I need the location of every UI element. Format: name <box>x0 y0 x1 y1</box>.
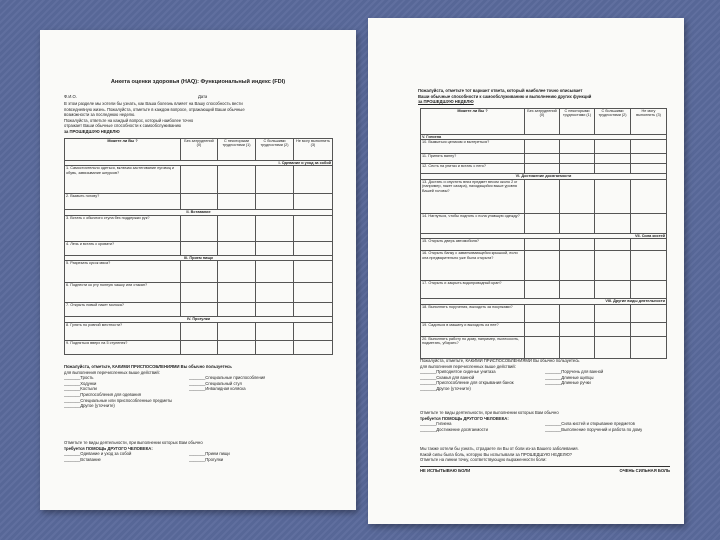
aids-row <box>420 386 670 392</box>
answer-cell[interactable] <box>525 239 560 251</box>
answer-cell[interactable] <box>181 194 218 210</box>
answer-cell[interactable] <box>631 322 667 336</box>
question-text: 3. Встать с обычного стула без поддержки рук? <box>65 215 181 241</box>
answer-cell[interactable] <box>256 261 294 283</box>
question-text: 15. Открыть дверь автомобиля? <box>421 239 525 251</box>
aid-option[interactable]: _______Трость <box>64 375 94 381</box>
answer-cell[interactable] <box>256 194 294 210</box>
answer-cell[interactable] <box>256 166 294 194</box>
answer-cell[interactable] <box>525 164 560 174</box>
answer-cell[interactable] <box>560 154 595 164</box>
answer-cell[interactable] <box>560 251 595 281</box>
left-page-title: Анкета оценки здоровья (HAQ): Функциональный индекс (FDI) <box>110 79 286 85</box>
pain-scale-line[interactable] <box>420 466 670 467</box>
answer-cell[interactable] <box>181 340 218 354</box>
answer-cell[interactable] <box>631 304 667 322</box>
answer-cell[interactable] <box>595 304 631 322</box>
answer-cell[interactable] <box>560 213 595 233</box>
answer-cell[interactable] <box>560 140 595 154</box>
question-text: 16. Открыть банку с завинчивающейся крышкой, если она предварительно уже была открыта? <box>421 251 525 281</box>
aid-option[interactable]: _______Специальные приспособления <box>189 375 266 381</box>
intro-line: Пожалуйста, отметьте тот вариант ответа, который наиболее точно описывает <box>418 88 583 93</box>
answer-cell[interactable] <box>560 179 595 213</box>
answer-cell[interactable] <box>560 164 595 174</box>
answer-cell[interactable] <box>181 166 218 194</box>
answer-cell[interactable] <box>256 283 294 303</box>
answer-cell[interactable] <box>294 166 333 194</box>
column-header: С некоторыми трудностями (1) <box>560 109 595 135</box>
answer-cell[interactable] <box>218 194 256 210</box>
pain-intro-line: Отметьте на линии точку, соответствующую выраженности боли: <box>420 457 547 463</box>
answer-cell[interactable] <box>256 215 294 241</box>
answer-cell[interactable] <box>294 283 333 303</box>
aid-option[interactable]: _______Специальные или приспособленные предметы <box>64 397 173 403</box>
answer-cell[interactable] <box>525 213 560 233</box>
aids-intro-line: для выполнения перечисленных выше действий: <box>64 369 160 375</box>
question-text: 17. Открыть и закрыть водопроводный кран? <box>421 281 525 299</box>
answer-cell[interactable] <box>294 340 333 354</box>
column-header: Без затруднений (0) <box>181 139 218 161</box>
answer-cell[interactable] <box>294 322 333 340</box>
answer-cell[interactable] <box>218 241 256 255</box>
help-row <box>64 457 334 463</box>
left-intro <box>64 101 334 135</box>
right-document-page <box>368 18 684 524</box>
aid-option[interactable]: _______Инвалидная коляска <box>189 386 246 392</box>
aid-option[interactable]: _______Приподнятое сиденье унитаза <box>420 369 496 375</box>
answer-cell[interactable] <box>595 281 631 299</box>
question-text: 18. Выполнять поручения, выходить за покупками? <box>421 304 525 322</box>
aid-option[interactable]: _______Длинные ручки <box>545 380 591 386</box>
column-header: С некоторыми трудностями (1) <box>218 139 256 161</box>
answer-cell[interactable] <box>256 241 294 255</box>
column-header: С большими трудностями (2) <box>256 139 294 161</box>
right-help-section <box>420 410 670 432</box>
answer-cell[interactable] <box>595 140 631 154</box>
intro-line: возможности за последнюю неделю. <box>64 112 136 118</box>
intro-line: повседневную жизнь. Пожалуйста, отметьте в каждом вопросе, отражающий Ваши обычные <box>64 106 245 112</box>
aid-option[interactable]: _______Другое (уточните) <box>64 403 115 409</box>
question-text: 4. Лечь и встать с кровати? <box>65 241 181 255</box>
question-text: 6. Поднести ко рту полную чашку или стакан? <box>65 283 181 303</box>
answer-cell[interactable] <box>631 140 667 154</box>
aid-option[interactable]: _______Поручень для ванной <box>545 369 604 375</box>
answer-cell[interactable] <box>631 336 667 358</box>
aid-option[interactable]: _______Скамья для ванной <box>420 374 475 380</box>
answer-cell[interactable] <box>525 251 560 281</box>
help-intro-line: Отметьте те виды деятельности, при выполнении которых Вам обычно <box>64 440 203 445</box>
aid-option[interactable]: _______Другое (уточните) <box>420 385 471 391</box>
date-label: Дата <box>198 94 208 99</box>
answer-cell[interactable] <box>525 154 560 164</box>
answer-cell[interactable] <box>631 213 667 233</box>
answer-cell[interactable] <box>560 336 595 358</box>
left-help-section <box>64 440 334 462</box>
answer-cell[interactable] <box>595 164 631 174</box>
aid-option[interactable]: _______Костыли <box>64 386 97 392</box>
pain-right-label: ОЧЕНЬ СИЛЬНАЯ БОЛЬ <box>619 467 670 473</box>
help-row <box>420 427 670 433</box>
answer-cell[interactable] <box>218 215 256 241</box>
help-option[interactable]: _______Прогулки <box>189 456 224 462</box>
answer-cell[interactable] <box>218 340 256 354</box>
right-aids-section <box>420 358 670 392</box>
question-text: 2. Вымыть голову? <box>65 194 181 210</box>
answer-cell[interactable] <box>595 154 631 164</box>
aids-intro-line: для выполнения перечисленных выше действий: <box>420 363 516 369</box>
question-text: 8. Гулять по ровной местности? <box>65 322 181 340</box>
answer-cell[interactable] <box>525 281 560 299</box>
answer-cell[interactable] <box>560 239 595 251</box>
aids-row <box>64 403 334 409</box>
help-intro-line: Отметьте те виды деятельности, при выполнении которых Вам обычно <box>420 410 559 415</box>
answer-cell[interactable] <box>631 179 667 213</box>
answer-cell[interactable] <box>294 194 333 210</box>
answer-cell[interactable] <box>218 303 256 317</box>
help-option[interactable]: _______Сила кистей и открывание предметов <box>545 421 635 427</box>
answer-cell[interactable] <box>294 241 333 255</box>
question-text: 7. Открыть новый пакет молока? <box>65 303 181 317</box>
aid-option[interactable]: _______Специальный стул <box>189 380 242 386</box>
section-header: II. Вставание <box>65 210 333 215</box>
answer-cell[interactable] <box>218 166 256 194</box>
answer-cell[interactable] <box>560 322 595 336</box>
right-intro <box>418 88 668 105</box>
help-option[interactable]: _______Гигиена <box>420 421 452 427</box>
answer-cell[interactable] <box>595 239 631 251</box>
section-header: VII. Сила кистей <box>421 233 667 238</box>
pain-scale-labels <box>420 468 670 474</box>
answer-cell[interactable] <box>631 164 667 174</box>
section-header: III. Прием пищи <box>65 255 333 260</box>
answer-cell[interactable] <box>631 154 667 164</box>
question-text: 5. Разрезать кусок мяса? <box>65 261 181 283</box>
column-header: Не могу выполнить (3) <box>631 109 667 135</box>
aids-intro-line: Пожалуйста, отметьте, КАКИМИ ПРИСПОСОБЛЕНИЯМИ Вы обычно пользуетесь <box>420 358 580 363</box>
right-question-table <box>420 108 667 359</box>
section-header: VIII. Другие виды деятельности <box>421 299 667 304</box>
aid-option[interactable]: _______Приспособление для открывания банок <box>420 380 514 386</box>
question-text: 11. Принять ванну? <box>421 154 525 164</box>
intro-line: В этом разделе мы хотели бы узнать, как Ваша болезнь влияет на Вашу способность вести <box>64 101 243 106</box>
section-header: IV. Прогулки <box>65 317 333 322</box>
help-intro-line: требуется ПОМОЩЬ ДРУГОГО ЧЕЛОВЕКА: <box>64 445 153 451</box>
aid-option[interactable]: _______Ходунки <box>64 380 97 386</box>
left-aids-section <box>64 364 334 409</box>
answer-cell[interactable] <box>560 281 595 299</box>
pain-intro-line: Какой силы была боль, которую Вы испытывали за ПРОШЕДШУЮ НЕДЕЛЮ? <box>420 451 573 457</box>
answer-cell[interactable] <box>525 322 560 336</box>
help-option[interactable]: _______Выполнение поручений и работа по дому <box>545 426 643 432</box>
name-label: Ф.И.О. <box>64 94 77 99</box>
answer-cell[interactable] <box>631 239 667 251</box>
intro-line: отражает Ваши обычные способности к самообслуживанию <box>64 123 182 129</box>
answer-cell[interactable] <box>631 281 667 299</box>
answer-cell[interactable] <box>525 304 560 322</box>
help-option[interactable]: _______Одевание и уход за собой <box>64 451 132 457</box>
question-text: 9. Подняться вверх на 5 ступенек? <box>65 340 181 354</box>
pain-left-label: НЕ ИСПЫТЫВАЮ БОЛИ <box>420 467 471 473</box>
help-option[interactable]: _______Вставание <box>64 456 101 462</box>
table-header-question: Можете ли Вы ? <box>421 109 525 135</box>
answer-cell[interactable] <box>181 261 218 283</box>
aids-intro-line: Пожалуйста, отметьте, КАКИМИ ПРИСПОСОБЛЕНИЯМИ Вы обычно пользуетесь <box>64 364 232 369</box>
section-header: V. Гигиена <box>421 135 667 140</box>
answer-cell[interactable] <box>595 213 631 233</box>
intro-line: за ПРОШЕДШУЮ НЕДЕЛЮ <box>418 99 474 105</box>
question-text: 1. Самостоятельно одеться, включая застегивание пуговиц и обувь, завязывание шнурков? <box>65 166 181 194</box>
answer-cell[interactable] <box>218 261 256 283</box>
answer-cell[interactable] <box>218 322 256 340</box>
intro-line: Ваши обычные способности к самообслуживанию и выполнению других функций <box>418 93 592 99</box>
answer-cell[interactable] <box>595 322 631 336</box>
intro-line: за ПРОШЕДШУЮ НЕДЕЛЮ <box>64 128 120 134</box>
help-option[interactable]: _______Достижение досягаемости <box>420 426 488 432</box>
answer-cell[interactable] <box>181 303 218 317</box>
aid-option[interactable]: _______Длинные щипцы <box>545 374 594 380</box>
right-pain-section <box>420 446 670 473</box>
aid-option[interactable]: _______Приспособления для одевания <box>64 391 141 397</box>
help-option[interactable]: _______Прием пищи <box>189 451 230 457</box>
help-intro-line: требуется ПОМОЩЬ ДРУГОГО ЧЕЛОВЕКА: <box>420 415 509 421</box>
answer-cell[interactable] <box>294 261 333 283</box>
answer-cell[interactable] <box>181 283 218 303</box>
question-text: 14. Нагнуться, чтобы поднять с пола упавшую одежду? <box>421 213 525 233</box>
pain-intro-line: Мы также хотели бы узнать, страдаете ли Вы от боли из-за Вашего заболевания. <box>420 446 579 451</box>
answer-cell[interactable] <box>256 322 294 340</box>
answer-cell[interactable] <box>560 304 595 322</box>
answer-cell[interactable] <box>294 303 333 317</box>
table-header-question: Можете ли Вы ? <box>65 139 181 161</box>
question-text: 13. Достать и опустить вниз предмет весом около 2 кг (например, пакет сахара), находящийся выше уровня Вашей головы? <box>421 179 525 213</box>
answer-cell[interactable] <box>525 336 560 358</box>
answer-cell[interactable] <box>595 179 631 213</box>
column-header: Не могу выполнить (3) <box>294 139 333 161</box>
left-question-table <box>64 138 333 355</box>
answer-cell[interactable] <box>525 179 560 213</box>
question-text: 19. Садиться в машину и выходить из нее? <box>421 322 525 336</box>
intro-line: Пожалуйста, ответьте на каждый вопрос, который наиболее точно <box>64 117 194 123</box>
column-header: С большими трудностями (2) <box>595 109 631 135</box>
answer-cell[interactable] <box>631 251 667 281</box>
answer-cell[interactable] <box>218 283 256 303</box>
answer-cell[interactable] <box>256 303 294 317</box>
answer-cell[interactable] <box>181 215 218 241</box>
column-header: Без затруднений (0) <box>525 109 560 135</box>
section-header: I. Одевание и уход за собой <box>65 161 333 166</box>
answer-cell[interactable] <box>595 251 631 281</box>
left-document-page <box>40 30 356 510</box>
answer-cell[interactable] <box>181 322 218 340</box>
answer-cell[interactable] <box>525 140 560 154</box>
question-text: 10. Вымыться целиком и вытереться? <box>421 140 525 154</box>
answer-cell[interactable] <box>294 215 333 241</box>
question-text: 12. Сесть на унитаз и встать с него? <box>421 164 525 174</box>
section-header: VI. Достижение досягаемости <box>421 174 667 179</box>
answer-cell[interactable] <box>181 241 218 255</box>
answer-cell[interactable] <box>256 340 294 354</box>
question-text: 20. Выполнять работу по дому, например, пылесосить, подметать, убирать? <box>421 336 525 358</box>
answer-cell[interactable] <box>595 336 631 358</box>
